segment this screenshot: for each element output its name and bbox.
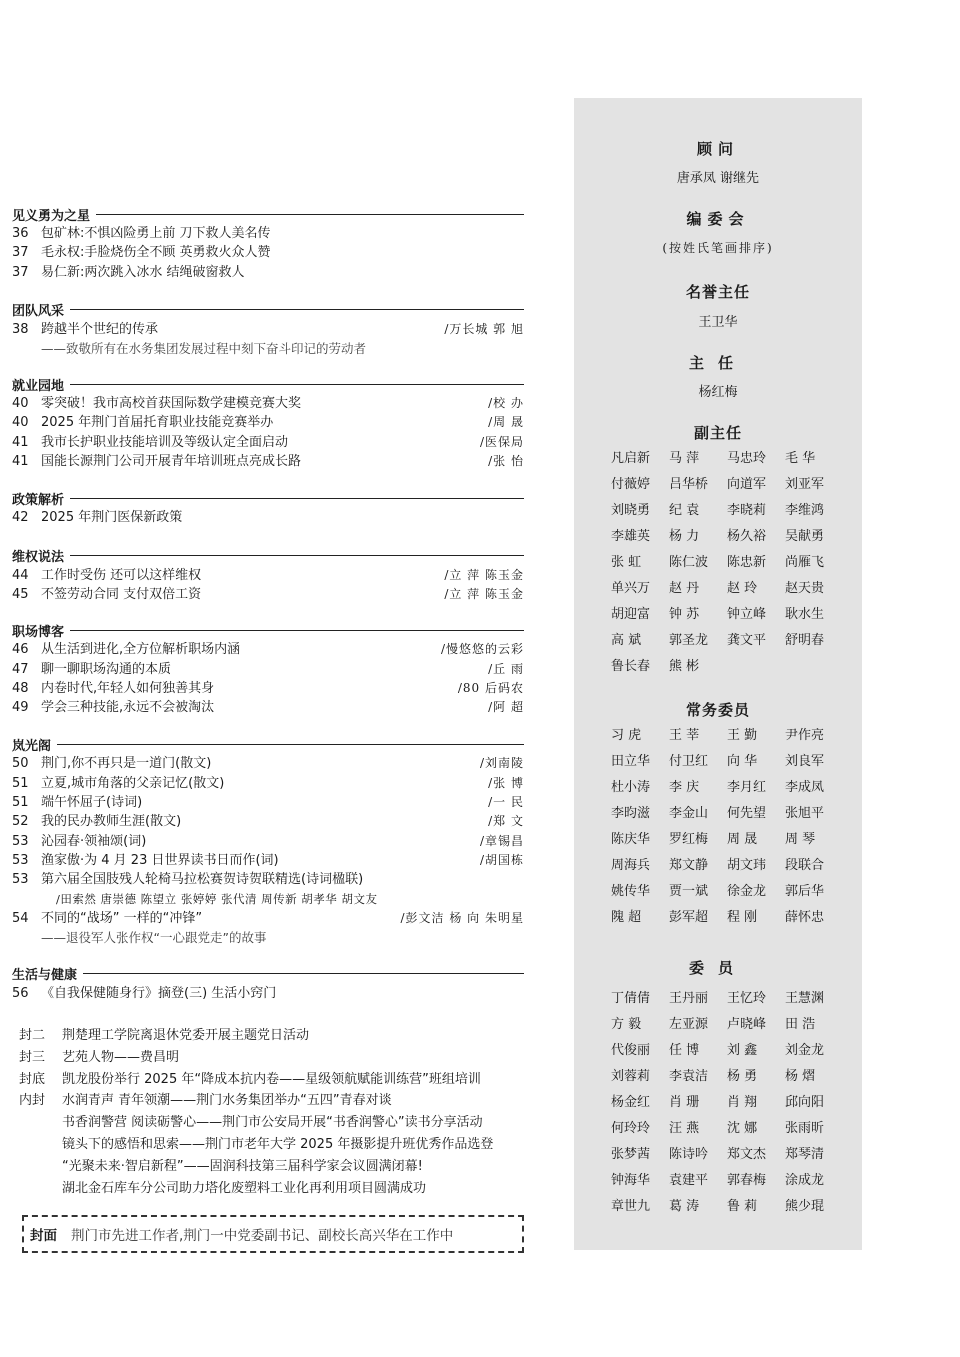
section-rule [96, 214, 524, 215]
section-header [12, 374, 524, 394]
cover-label: 封三 [19, 1049, 46, 1065]
person-name: 李晓莉 [727, 503, 767, 518]
article-author: /一 民 [488, 795, 524, 810]
cover-text: 水润青声 青年领潮——荆门水务集团举办“五四”青春对谈 [62, 1093, 392, 1109]
cover-entry [19, 1134, 539, 1156]
person-name: 邱向阳 [785, 1095, 825, 1110]
article-title: 渔家傲·为 4 月 23 日世界读书日而作(词) [41, 852, 279, 868]
person-name: 郑文杰 [727, 1147, 767, 1162]
person-name: 王 莘 [669, 728, 700, 743]
person-name: 杨金红 [611, 1095, 651, 1110]
deputy-title: 副主任 [693, 424, 742, 442]
cover-entry [19, 1090, 539, 1112]
person-name: 吴献勇 [785, 529, 825, 544]
page-number: 53 [12, 872, 29, 888]
person-name: 尚雁飞 [785, 555, 825, 570]
section-header [12, 964, 524, 984]
person-name: 姚传华 [611, 884, 651, 899]
page-number: 42 [12, 510, 29, 526]
article-title: 工作时受伤 还可以这样维权 [41, 567, 202, 583]
article-title: 我市长护职业技能培训及等级认定全面启动 [41, 434, 289, 450]
person-name: 段联合 [785, 858, 825, 873]
page-number: 53 [12, 833, 29, 849]
person-name: 隗 超 [611, 910, 642, 925]
article-title: 立夏,城市角落的父亲记忆(散文) [41, 775, 225, 791]
person-name: 程 刚 [727, 910, 758, 925]
standing-title: 常务委员 [685, 701, 750, 719]
toc-entry [12, 851, 524, 870]
article-title: 第六届全国肢残人轮椅马拉松赛贺诗贺联精选(诗词楹联) [41, 872, 364, 888]
toc-section [12, 620, 524, 717]
toc-entry [12, 754, 524, 773]
person-name: 龚文平 [727, 633, 767, 648]
toc-entry [12, 660, 524, 679]
person-name: 卢晓峰 [727, 1017, 767, 1032]
section-title: 政策解析 [12, 492, 65, 508]
page-number: 41 [12, 434, 29, 450]
person-name: 罗红梅 [669, 832, 709, 847]
article-title: 不同的“战场” 一样的“冲锋” [41, 910, 203, 926]
person-name: 习 虎 [611, 728, 642, 743]
person-name: 代俊丽 [611, 1043, 651, 1058]
person-name: 彭军超 [669, 910, 709, 925]
person-name: 鲁 莉 [727, 1199, 758, 1214]
article-author: /医保局 [479, 434, 524, 449]
toc-entry [12, 679, 524, 698]
cover-text: 凯龙股份举行 2025 年“降成本抗内卷——星级领航赋能训练营”班组培训 [62, 1071, 481, 1087]
cover-label [19, 1156, 62, 1178]
person-name: 李维鸿 [785, 503, 825, 518]
article-author: /立 萍 陈玉金 [444, 567, 524, 582]
cover-text: 荆楚理工学院离退休党委开展主题党日活动 [62, 1028, 310, 1043]
cover-entry [19, 1178, 539, 1200]
page-number: 44 [12, 567, 29, 583]
page-number: 37 [12, 264, 29, 280]
article-title: 2025 年荆门首届托育职业技能竞赛举办 [41, 415, 274, 431]
person-name: 刘蓉莉 [611, 1069, 651, 1084]
article-title: 2025 年荆门医保新政策 [41, 510, 183, 526]
person-name: 马 萍 [669, 451, 700, 466]
toc-entry [12, 793, 524, 812]
director-title: 主任 [688, 354, 747, 372]
advisors: 唐承凤 谢继先 [676, 171, 760, 186]
section-header [12, 300, 524, 320]
advisor-title: 顾问 [696, 140, 739, 158]
toc-entry [12, 394, 524, 413]
person-name: 周 晟 [727, 832, 758, 847]
person-name: 鲁长春 [611, 659, 651, 674]
toc-section [12, 204, 524, 282]
article-title: 易仁新:两次跳入冰水 结绳破窗救人 [41, 264, 245, 280]
article-title: 聊一聊职场沟通的本质 [41, 661, 172, 677]
section-title: 岚光阁 [12, 738, 52, 754]
article-author: /阿 超 [488, 700, 524, 715]
person-name: 贾一斌 [669, 884, 709, 899]
person-name: 方 毅 [611, 1017, 642, 1032]
section-title: 团队风采 [12, 304, 65, 320]
article-title: 从生活到进化,全方位解析职场内涵 [41, 642, 241, 658]
cover-label: 封面 [30, 1228, 57, 1244]
person-name: 杨久裕 [727, 529, 767, 544]
section-header [12, 620, 524, 640]
director: 杨红梅 [698, 385, 738, 400]
section-rule [57, 744, 524, 745]
person-name: 丁倩倩 [611, 991, 651, 1006]
person-name: 陈诗吟 [669, 1147, 709, 1162]
person-name: 舒明春 [785, 633, 825, 648]
person-name: 杨 勇 [727, 1069, 758, 1084]
section-header [12, 546, 524, 566]
section-title: 就业园地 [12, 378, 65, 394]
cover-text: 艺苑人物——费昌明 [62, 1049, 180, 1065]
person-name: 王 勤 [727, 728, 758, 743]
cover-label [19, 1178, 62, 1200]
section-rule [70, 630, 524, 631]
toc-section [12, 546, 524, 605]
person-name: 刘良军 [785, 754, 825, 769]
article-title: 国能长源荆门公司开展青年培训班点亮成长路 [41, 454, 302, 470]
cover-captions [19, 1025, 539, 1199]
article-title: 包矿林:不惧凶险勇上前 刀下救人美名传 [41, 226, 271, 241]
toc-section [12, 964, 524, 1003]
person-name: 袁建平 [669, 1173, 709, 1188]
person-name: 李昀滋 [611, 806, 651, 821]
cover-text: 荆门市先进工作者,荆门一中党委副书记、副校长高兴华在工作中 [71, 1228, 454, 1244]
section-rule [70, 309, 524, 310]
section-header [12, 488, 524, 508]
toc-entry [12, 413, 524, 432]
masthead-panel [574, 98, 862, 1250]
person-name: 王忆玲 [727, 991, 767, 1006]
person-name: 肖 珊 [669, 1095, 700, 1110]
person-name: 杨 熠 [785, 1069, 816, 1084]
article-subtitle: ——致敬所有在水务集团发展过程中刻下奋斗印记的劳动者 [41, 341, 367, 357]
toc-entry [12, 320, 524, 339]
person-name: 吕华桥 [669, 477, 709, 492]
article-title: 零突破！我市高校首获国际数学建模竞赛大奖 [41, 396, 302, 412]
person-name: 田立华 [611, 754, 651, 769]
contributor-names: /田索然 唐崇德 陈望立 张婷婷 张代清 周传新 胡孝华 胡文友 [56, 891, 378, 906]
person-name: 陈忠新 [727, 555, 767, 570]
toc-section [12, 488, 524, 527]
person-name: 肖 翔 [727, 1095, 758, 1110]
article-subtitle: ——退役军人张作权“一心跟党走”的故事 [41, 929, 267, 945]
person-name: 章世九 [611, 1199, 651, 1214]
article-title: 端午怀屈子(诗词) [41, 795, 143, 811]
toc-entry [12, 812, 524, 831]
person-name: 薛怀忠 [785, 910, 825, 925]
person-name: 熊少琨 [785, 1199, 825, 1214]
article-title: 我的民办教师生涯(散文) [41, 814, 182, 830]
cover-entry [19, 1156, 539, 1178]
person-name: 李袁洁 [669, 1069, 709, 1084]
section-title: 见义勇为之星 [12, 208, 91, 224]
page-number: 40 [12, 415, 29, 431]
person-name: 胡迎富 [611, 607, 651, 622]
person-name: 刘晓勇 [611, 503, 651, 518]
person-name: 左亚源 [669, 1017, 709, 1032]
person-name: 钟立峰 [727, 607, 767, 622]
cover-text: 湖北金石库车分公司助力塔化废塑料工业化再利用项目圆满成功 [62, 1180, 427, 1196]
person-name: 何玲玲 [611, 1121, 651, 1136]
cover-label [19, 1112, 62, 1134]
person-name: 郭后华 [785, 884, 825, 899]
person-name: 郑琴清 [785, 1147, 825, 1162]
page-number: 37 [12, 245, 29, 261]
cover-entry [19, 1047, 539, 1069]
toc-section [12, 734, 524, 946]
committee-note: (按姓氏笔画排序) [662, 241, 774, 255]
toc-entry [12, 263, 524, 282]
page-number: 50 [12, 756, 29, 772]
cover-caption-box [22, 1215, 524, 1253]
person-name: 徐金龙 [727, 884, 767, 899]
standing-list [574, 723, 843, 931]
toc-section [12, 300, 524, 358]
person-name: 李成凤 [785, 780, 825, 795]
person-name: 王丹丽 [669, 991, 709, 1006]
article-title: 荆门,你不再只是一道门(散文) [41, 756, 212, 772]
person-name: 汪 燕 [669, 1121, 700, 1136]
page-number: 46 [12, 642, 29, 658]
toc-entry [12, 224, 524, 243]
toc-entry [12, 566, 524, 585]
article-author: /周 晟 [488, 415, 524, 430]
person-name: 向道军 [727, 477, 767, 492]
page-number: 53 [12, 852, 29, 868]
person-name: 葛 涛 [669, 1199, 700, 1214]
person-name: 钟海华 [611, 1173, 651, 1188]
section-header [12, 734, 524, 754]
cover-label: 内封 [19, 1093, 46, 1109]
person-name: 刘 鑫 [727, 1043, 758, 1058]
article-author: /刘南陵 [479, 756, 524, 771]
person-name: 任 博 [669, 1043, 700, 1058]
article-author: /立 萍 陈玉金 [444, 586, 524, 601]
person-name: 周海兵 [611, 858, 651, 873]
toc-entry [12, 984, 524, 1003]
person-name: 尹作亮 [785, 728, 825, 743]
page-number: 47 [12, 661, 29, 677]
article-author: /张 博 [488, 775, 524, 790]
page-number: 51 [12, 795, 29, 811]
toc-entry [12, 433, 524, 452]
article-author: /万长城 郭 旭 [444, 321, 524, 336]
cover-entry [19, 1069, 539, 1091]
person-name: 付卫红 [669, 754, 709, 769]
article-title: 毛永权:手脸烧伤全不顾 英勇救火众人赞 [41, 245, 271, 261]
person-name: 郭圣龙 [669, 633, 709, 648]
person-name: 毛 华 [785, 451, 816, 466]
article-author: /章锡昌 [479, 833, 524, 848]
person-name: 杜小涛 [611, 780, 651, 795]
person-name: 胡文玮 [727, 858, 767, 873]
person-name: 李 庆 [669, 780, 700, 795]
person-name: 杨 力 [669, 529, 700, 544]
person-name: 向 华 [727, 754, 758, 769]
page-number: 49 [12, 700, 29, 716]
article-title: 学会三种技能,永远不会被淘汰 [41, 700, 215, 716]
person-name: 涂成龙 [785, 1173, 825, 1188]
members-title: 委员 [688, 959, 747, 977]
person-name: 陈庆华 [611, 832, 651, 847]
person-name: 高 斌 [611, 633, 642, 648]
toc-entry [12, 640, 524, 659]
article-author: /胡国栋 [479, 852, 524, 867]
page-number: 45 [12, 586, 29, 602]
page-number: 51 [12, 775, 29, 791]
page-number: 38 [12, 321, 29, 337]
person-name: 单兴万 [611, 581, 651, 596]
person-name: 郑文静 [669, 858, 709, 873]
person-name: 郭春梅 [727, 1173, 767, 1188]
table-of-contents [12, 204, 524, 1003]
article-title: 不签劳动合同 支付双倍工资 [41, 586, 202, 602]
toc-entry [12, 585, 524, 604]
cover-label: 封底 [19, 1071, 46, 1087]
person-name: 沈 娜 [727, 1121, 758, 1136]
toc-section [12, 374, 524, 471]
article-author: /丘 雨 [488, 661, 524, 676]
members-list [574, 986, 843, 1220]
person-name: 熊 彬 [669, 659, 700, 674]
toc-entry [12, 774, 524, 793]
page-number: 54 [12, 910, 29, 926]
person-name: 张 虹 [611, 555, 642, 570]
section-title: 生活与健康 [12, 968, 78, 984]
toc-entry [12, 870, 524, 889]
person-name: 马忠玲 [727, 451, 767, 466]
page-number: 40 [12, 396, 29, 412]
toc-entry [12, 909, 524, 928]
cover-text: 镜头下的感悟和思索——荆门市老年大学 2025 年摄影提升班优秀作品选登 [62, 1136, 494, 1152]
person-name: 李月红 [727, 780, 767, 795]
article-title: 沁园春·领袖颂(词) [41, 833, 147, 849]
person-name: 张旭平 [785, 806, 825, 821]
page-number: 41 [12, 454, 29, 470]
article-author: /校 办 [488, 396, 524, 411]
person-name: 凡启新 [611, 451, 651, 466]
cover-label: 封二 [19, 1028, 46, 1043]
article-author: /80 后码农 [457, 680, 524, 695]
article-title: 内卷时代,年轻人如何独善其身 [41, 680, 215, 696]
page-number: 52 [12, 814, 29, 830]
person-name: 周 琴 [785, 832, 816, 847]
article-author: /郑 文 [488, 814, 524, 829]
toc-entry [12, 832, 524, 851]
person-name: 何先望 [727, 806, 767, 821]
section-header [12, 204, 524, 224]
person-name: 纪 袁 [669, 503, 700, 518]
cover-text: 书香润警营 阅读砺警心——荆门市公安局开展“书香润警心”读书分享活动 [62, 1115, 483, 1131]
person-name: 田 浩 [785, 1017, 816, 1032]
toc-entry [12, 508, 524, 527]
person-name: 钟 苏 [669, 607, 700, 622]
page-number: 56 [12, 985, 29, 1001]
person-name: 陈仁波 [669, 555, 709, 570]
article-title: 跨越半个世纪的传承 [41, 321, 159, 337]
toc-entry [12, 698, 524, 717]
toc-entry [12, 452, 524, 471]
person-name: 赵 玲 [727, 581, 758, 596]
section-rule [83, 973, 524, 974]
person-name: 耿水生 [785, 607, 825, 622]
article-title: 《自我保健随身行》摘登(三) 生活小窍门 [41, 985, 277, 1001]
cover-entry [19, 1112, 539, 1134]
person-name: 刘亚军 [785, 477, 825, 492]
cover-label [19, 1134, 62, 1156]
person-name: 赵天贵 [785, 581, 825, 596]
person-name: 李雄英 [611, 529, 651, 544]
article-author: /彭文洁 杨 向 朱明星 [400, 910, 524, 925]
committee-title: 编委会 [686, 210, 750, 228]
section-rule [70, 384, 524, 385]
section-title: 维权说法 [12, 550, 65, 566]
honorary-director: 王卫华 [698, 315, 738, 330]
cover-entry [19, 1025, 539, 1047]
person-name: 张雨昕 [785, 1121, 825, 1136]
cover-text: “光聚未来·智启新程”——固润科技第三届科学家会议圆满闭幕! [62, 1158, 423, 1174]
section-rule [70, 498, 524, 499]
section-rule [70, 555, 524, 556]
section-title: 职场博客 [12, 624, 65, 640]
honorary-title: 名誉主任 [685, 283, 750, 301]
person-name: 李金山 [669, 806, 709, 821]
person-name: 刘金龙 [785, 1043, 825, 1058]
person-name: 赵 丹 [669, 581, 700, 596]
deputy-list [574, 446, 843, 680]
article-author: /慢悠悠的云彩 [440, 642, 524, 657]
person-name: 王慧渊 [785, 991, 825, 1006]
page-number: 36 [12, 226, 29, 241]
person-name: 张梦茜 [611, 1147, 651, 1162]
toc-entry [12, 243, 524, 262]
page-number: 48 [12, 680, 29, 696]
article-author: /张 怡 [488, 454, 524, 469]
person-name: 付薇婷 [611, 477, 651, 492]
